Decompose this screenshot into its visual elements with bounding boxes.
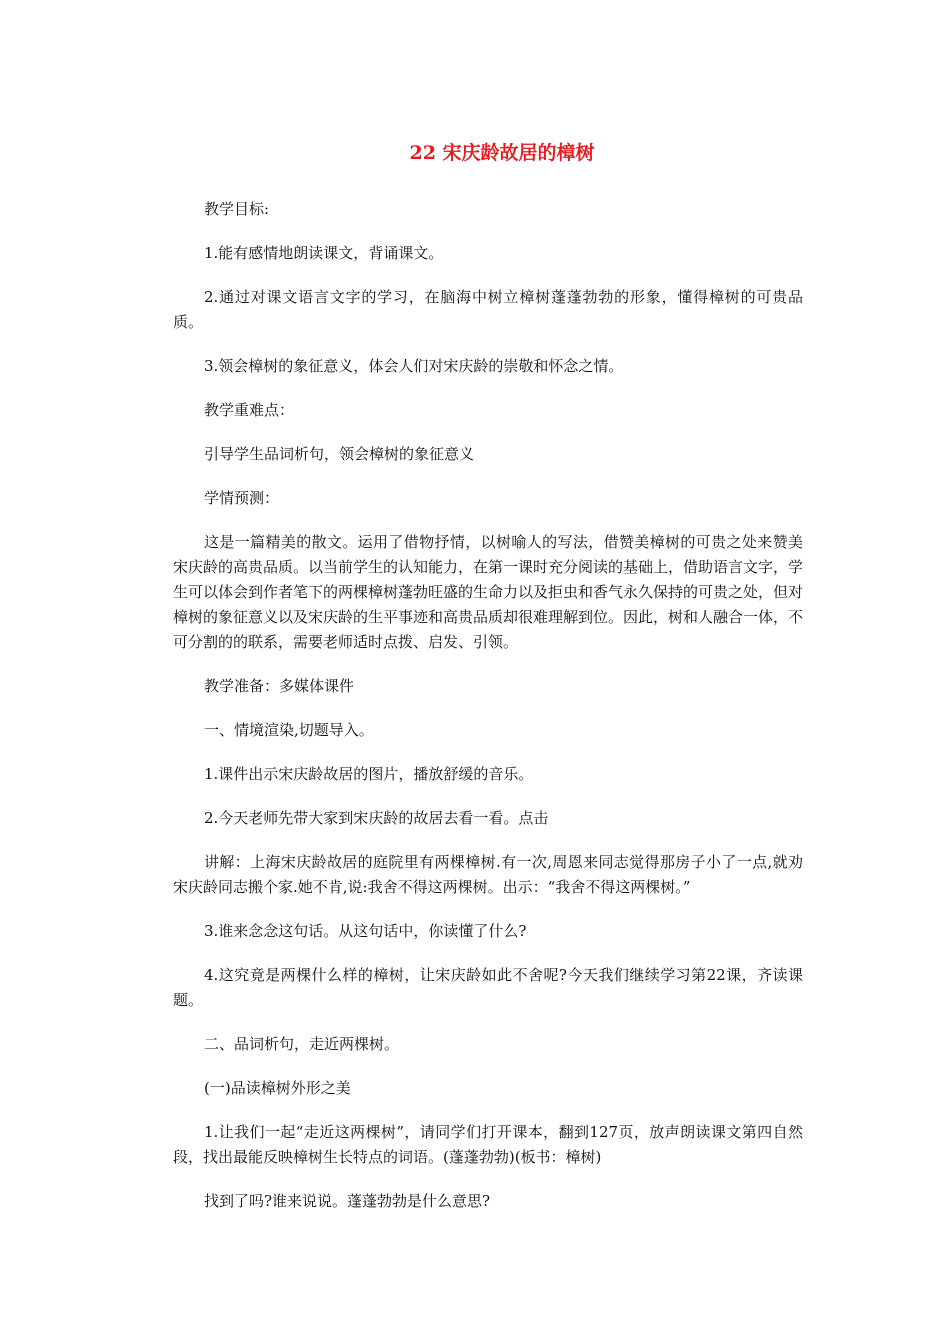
paragraph: 这是一篇精美的散文。运用了借物抒情，以树喻人的写法，借赞美樟树的可贵之处来赞美宋庆龄的高贵品质。以当前学生的认知能力，在第一课时充分阅读的基础上，借助语言文字，学生可以体会到作者笔下的两棵樟树蓬勃旺盛的生命力以及拒虫和香气永久保持的可贵之处，但对樟树的象征意义以及宋庆龄的生平事迹和高贵品质却很难理解到位。因此，树和人融合一体，不可分割的的联系，需要老师适时点拨、启发、引领。 — [173, 533, 804, 651]
document-body — [173, 197, 803, 1214]
paragraph: 二、品词析句，走近两棵树。 — [204, 1035, 400, 1053]
paragraph: 引导学生品词析句，领会樟树的象征意义 — [204, 445, 475, 463]
paragraph: 2.今天老师先带大家到宋庆龄的故居去看一看。点击 — [204, 809, 549, 827]
paragraph: 讲解：上海宋庆龄故居的庭院里有两棵樟树.有一次,周恩来同志觉得那房子小了一点,就劝宋庆龄同志搬个家.她不肯,说:我舍不得这两棵树。出示：“我舍不得这两棵树。” — [173, 853, 803, 896]
document-title: 22 宋庆龄故居的樟树 — [409, 142, 595, 164]
paragraph: 学情预测： — [204, 489, 280, 507]
paragraph: 找到了吗?谁来说说。蓬蓬勃勃是什么意思? — [204, 1192, 491, 1210]
paragraph: 教学目标: — [204, 200, 270, 218]
paragraph: 2.通过对课文语言文字的学习，在脑海中树立樟树蓬蓬勃勃的形象，懂得樟树的可贵品质。 — [173, 288, 803, 331]
paragraph: 教学重难点： — [204, 401, 295, 419]
paragraph: 一、情境渲染,切题导入。 — [204, 721, 374, 739]
paragraph: 3.谁来念念这句话。从这句话中，你读懂了什么? — [204, 922, 527, 940]
paragraph: 1.让我们一起“走近这两棵树”，请同学们打开课本，翻到127页，放声朗读课文第四自然段，找出最能反映樟树生长特点的词语。(蓬蓬勃勃)(板书：樟树) — [173, 1123, 803, 1166]
document-page — [173, 140, 803, 1233]
paragraph: 1.课件出示宋庆龄故居的图片，播放舒缓的音乐。 — [204, 765, 534, 783]
paragraph: 教学准备：多媒体课件 — [204, 677, 355, 695]
paragraph: 1.能有感情地朗读课文，背诵课文。 — [204, 244, 444, 262]
paragraph: 3.领会樟树的象征意义，体会人们对宋庆龄的崇敬和怀念之情。 — [204, 357, 624, 375]
paragraph: (一)品读樟树外形之美 — [204, 1079, 351, 1097]
paragraph: 4.这究竟是两棵什么样的樟树，让宋庆龄如此不舍呢?今天我们继续学习第22课，齐读课题。 — [173, 966, 803, 1009]
